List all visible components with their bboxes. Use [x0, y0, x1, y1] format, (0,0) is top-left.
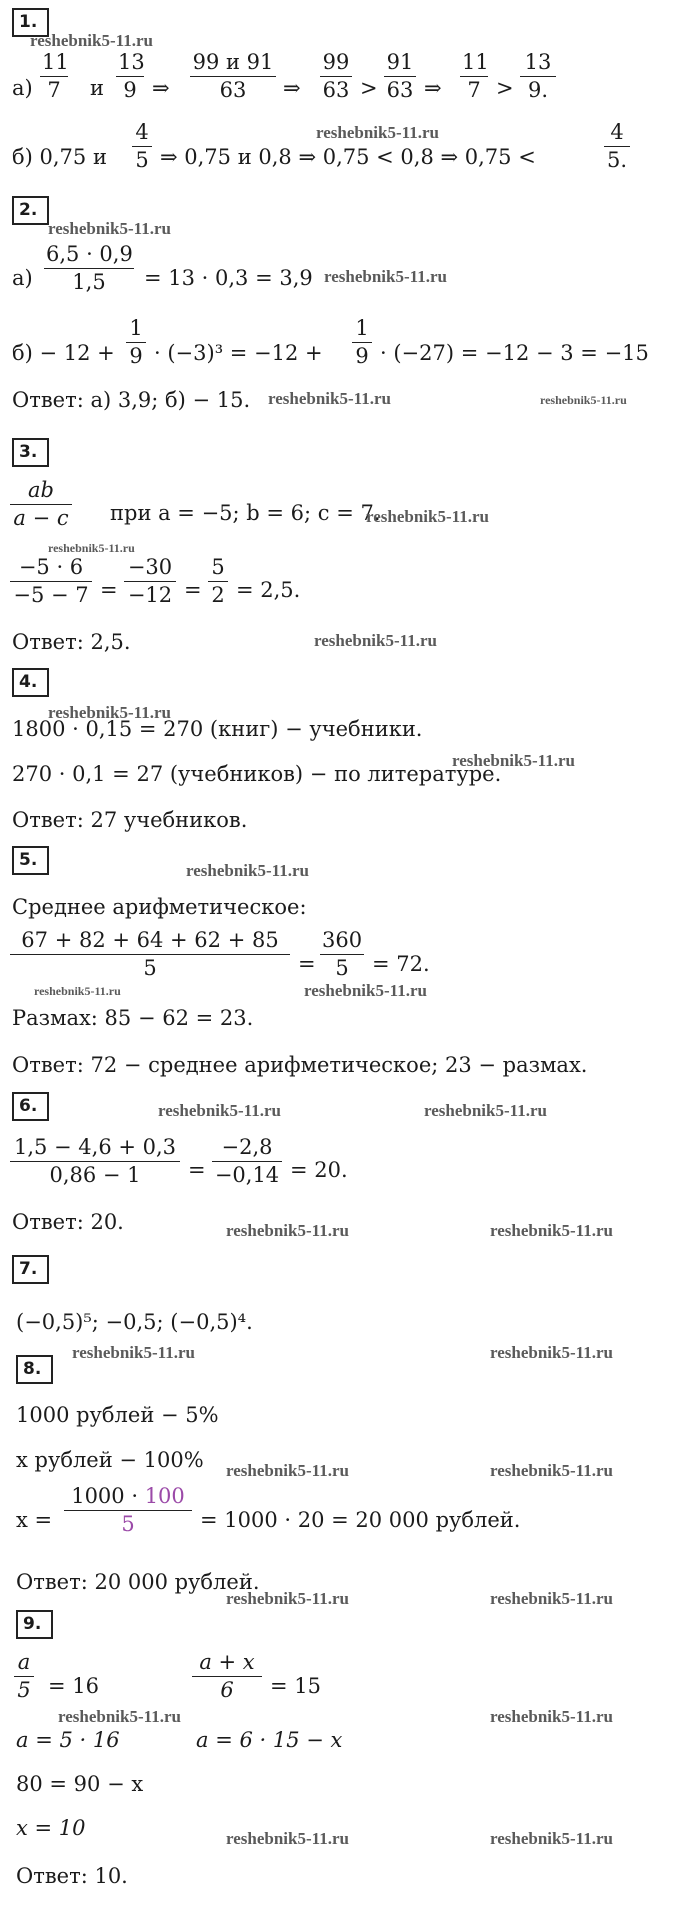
- p3-step-frac-2: $\frac{-30}{-12}$: [124, 557, 176, 606]
- watermark: reshebnik5-11.ru: [226, 1829, 349, 1848]
- p1-a-label: а): [12, 76, 33, 100]
- p6-frac-2: $\frac{-2,8}{-0,14}$: [212, 1137, 282, 1186]
- watermark: reshebnik5-11.ru: [366, 507, 489, 526]
- p1-b-mid: ⇒ 0,75 и 0,8 ⇒ 0,75 < 0,8 ⇒ 0,75 <: [160, 145, 536, 169]
- p5-answer: Ответ: 72 − среднее арифметическое; 23 − размах.: [12, 1053, 588, 1077]
- watermark: reshebnik5-11.ru: [158, 1101, 281, 1120]
- watermark: reshebnik5-11.ru: [268, 389, 391, 408]
- p1-frac-4-5-b: $\frac{4}{5.}$: [604, 122, 630, 171]
- p8-line-1: 1000 рублей − 5%: [16, 1403, 219, 1427]
- p9-line-2a: a = 5 · 16: [16, 1728, 120, 1752]
- p2-frac-1-9-b: $\frac{1}{9}$: [352, 318, 372, 367]
- watermark: reshebnik5-11.ru: [452, 751, 575, 770]
- p1-frac-99-91: 99 и 91 63: [190, 52, 276, 101]
- p1-frac-99-63: $\frac{99}{63}$: [320, 52, 352, 101]
- p9-line-4: x = 10: [16, 1816, 86, 1840]
- p3-step-rest: = 2,5.: [236, 578, 301, 602]
- watermark: reshebnik5-11.ru: [424, 1101, 547, 1120]
- p8-x-eq: x =: [16, 1508, 53, 1532]
- p1-frac-11-7: $\frac{11}{7}$: [42, 50, 69, 102]
- watermark: reshebnik5-11.ru: [324, 267, 447, 286]
- p2-b-left: б) − 12 +: [12, 341, 115, 365]
- watermark: reshebnik5-11.ru: [48, 219, 171, 238]
- p2-b-rest: · (−27) = −12 − 3 = −15: [380, 341, 649, 365]
- p1-frac-4-5: $\frac{4}{5}$: [132, 122, 152, 171]
- p8-answer: Ответ: 20 000 рублей.: [16, 1570, 260, 1594]
- watermark: reshebnik5-11.ru: [226, 1221, 349, 1240]
- p5-eq: =: [298, 952, 316, 976]
- watermark: reshebnik5-11.ru: [490, 1829, 613, 1848]
- p1-arrow-1: ⇒: [152, 76, 170, 100]
- p3-frac-ab: $\frac{ab}{a - c}$: [10, 480, 72, 529]
- p9-line-2b: a = 6 · 15 − x: [196, 1728, 343, 1752]
- watermark: reshebnik5-11.ru: [316, 123, 439, 142]
- watermark: reshebnik5-11.ru: [186, 861, 309, 880]
- p9-eq-2: = 15: [270, 1674, 321, 1698]
- p1-arrow-3: ⇒: [424, 76, 442, 100]
- p9-line-3: 80 = 90 − x: [16, 1772, 144, 1796]
- p1-and: и: [90, 76, 104, 100]
- p6-answer: Ответ: 20.: [12, 1210, 124, 1234]
- p2-answer: Ответ: а) 3,9; б) − 15.: [12, 388, 251, 412]
- p8-frac: $\frac{1000 \cdot 100}{5}$: [64, 1486, 192, 1535]
- p1-gt-2: >: [496, 76, 514, 100]
- p8-rest: = 1000 · 20 = 20 000 рублей.: [200, 1508, 521, 1532]
- p1-gt-1: >: [360, 76, 378, 100]
- p4-line-2: 270 · 0,1 = 27 (учебников) − по литературе.: [12, 762, 502, 786]
- problem-3-number: 3.: [12, 438, 49, 467]
- p1-b-left: б) 0,75 и: [12, 145, 107, 169]
- p6-frac-1: $\frac{1,5 - 4,6 + 0,3}{0,86 - 1}$: [10, 1137, 180, 1186]
- p6-rest: = 20.: [290, 1158, 348, 1182]
- p5-frac-360-5: $\frac{360}{5}$: [322, 928, 363, 980]
- p9-frac-ax-6: $\frac{a + x}{6}$: [192, 1652, 262, 1701]
- p1-frac-11-7-b: $\frac{11}{7}$: [462, 50, 489, 102]
- p2-frac-a: $\frac{6,5 \cdot 0,9}{1,5}$: [46, 242, 133, 294]
- problem-7-number: 7.: [12, 1255, 49, 1284]
- p6-eq: =: [188, 1158, 206, 1182]
- p9-eq-1: = 16: [48, 1674, 99, 1698]
- problem-6-number: 6.: [12, 1092, 49, 1121]
- p2-a-rest: = 13 · 0,3 = 3,9: [144, 266, 313, 290]
- watermark: reshebnik5-11.ru: [490, 1707, 613, 1726]
- p5-heading: Среднее арифметическое:: [12, 895, 307, 919]
- watermark: reshebnik5-11.ru: [304, 981, 427, 1000]
- watermark: reshebnik5-11.ru: [34, 984, 121, 998]
- watermark: reshebnik5-11.ru: [490, 1221, 613, 1240]
- p2-frac-1-9: $\frac{1}{9}$: [126, 318, 146, 367]
- p3-eq-1: =: [100, 578, 118, 602]
- problem-4-number: 4.: [12, 668, 49, 697]
- p3-step-frac-1: $\frac{-5 \cdot 6}{-5 - 7}$: [10, 557, 92, 606]
- p8-line-2: x рублей − 100%: [16, 1448, 204, 1472]
- watermark: reshebnik5-11.ru: [540, 393, 627, 407]
- p5-frac-mean: $\frac{67 + 82 + 64 + 62 + 85}{5}$: [10, 930, 290, 979]
- watermark: reshebnik5-11.ru: [58, 1707, 181, 1726]
- problem-1-number: 1.: [12, 8, 49, 37]
- p1-frac-13-9-b: $\frac{13}{9.}$: [520, 52, 556, 101]
- watermark: reshebnik5-11.ru: [490, 1343, 613, 1362]
- p2-b-mid: · (−3)³ = −12 +: [154, 341, 323, 365]
- watermark: reshebnik5-11.ru: [226, 1461, 349, 1480]
- p2-a-label: а): [12, 266, 33, 290]
- p5-range: Размах: 85 − 62 = 23.: [12, 1006, 254, 1030]
- p3-condition: при a = −5; b = 6; c = 7.: [110, 501, 381, 525]
- problem-9-number: 9.: [16, 1610, 53, 1639]
- p7-line: (−0,5)⁵; −0,5; (−0,5)⁴.: [16, 1310, 253, 1334]
- watermark: reshebnik5-11.ru: [72, 1343, 195, 1362]
- p4-answer: Ответ: 27 учебников.: [12, 808, 248, 832]
- p3-step-frac-3: $\frac{5}{2}$: [208, 557, 228, 606]
- watermark: reshebnik5-11.ru: [314, 631, 437, 650]
- p1-frac-91-63: $\frac{91}{63}$: [384, 52, 416, 101]
- p3-answer: Ответ: 2,5.: [12, 630, 131, 654]
- p1-arrow-2: ⇒: [283, 76, 301, 100]
- problem-8-number: 8.: [16, 1355, 53, 1384]
- problem-5-number: 5.: [12, 846, 49, 875]
- watermark: reshebnik5-11.ru: [48, 541, 135, 555]
- p1-frac-13-9: $\frac{13}{9}$: [118, 50, 145, 102]
- watermark: reshebnik5-11.ru: [490, 1589, 613, 1608]
- problem-2-number: 2.: [12, 196, 49, 225]
- p4-line-1: 1800 · 0,15 = 270 (книг) − учебники.: [12, 717, 423, 741]
- p9-answer: Ответ: 10.: [16, 1864, 128, 1888]
- p3-eq-2: =: [184, 578, 202, 602]
- watermark: reshebnik5-11.ru: [48, 703, 171, 722]
- watermark: reshebnik5-11.ru: [30, 31, 153, 50]
- p5-rest: = 72.: [372, 952, 430, 976]
- p8-frac-highlight: 100: [144, 1484, 185, 1508]
- watermark: reshebnik5-11.ru: [490, 1461, 613, 1480]
- watermark: reshebnik5-11.ru: [226, 1589, 349, 1608]
- p9-frac-a-5: $\frac{a}{5}$: [14, 1652, 34, 1701]
